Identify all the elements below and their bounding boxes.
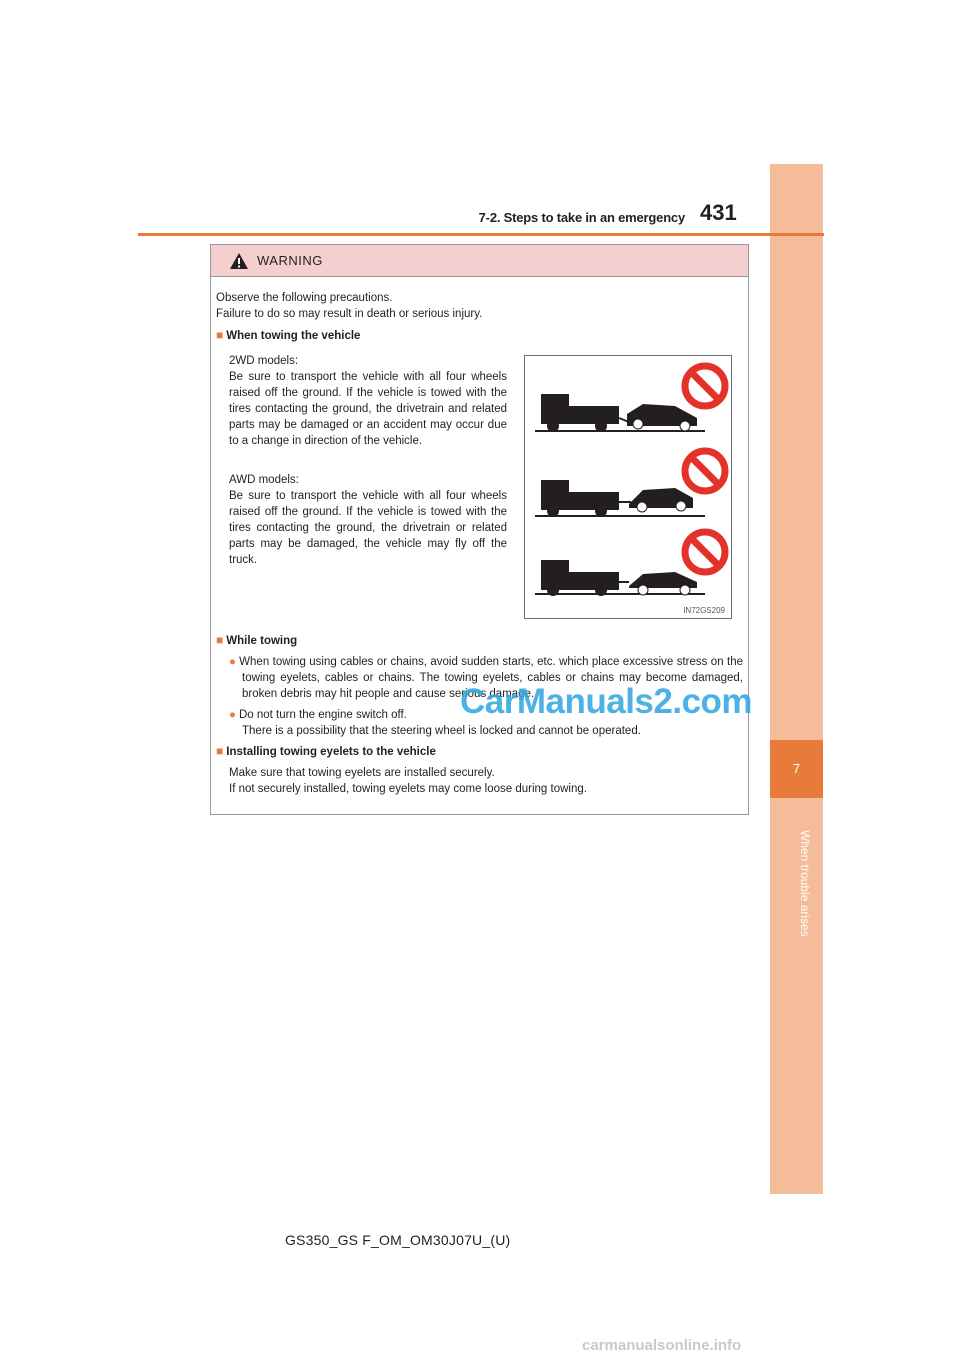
- side-chapter-tab: [770, 164, 823, 1194]
- eyelets-line-2: If not securely installed, towing eyelets may come loose during towing.: [229, 783, 587, 795]
- square-bullet-icon: ■: [216, 633, 224, 647]
- para-2wd: 2WD models: Be sure to transport the vehicle with all four wheels raised off the ground. If the vehicle is towed with the tires contacting the ground, the drivetrain and related parts may be damaged or an accident may occur due to a change in direction of the vehicle.: [229, 355, 507, 447]
- chapter-number: 7: [792, 761, 801, 776]
- section-heading-eyelets: [216, 743, 436, 760]
- section-heading-while-towing: [216, 632, 297, 649]
- header-divider: [138, 233, 824, 236]
- bullet-engine-switch-detail: There is a possibility that the steering wheel is locked and cannot be operated.: [242, 725, 641, 737]
- towing-illustration: [524, 355, 732, 619]
- heading-text: Installing towing eyelets to the vehicle: [226, 746, 436, 758]
- tow-row-2: [535, 451, 725, 517]
- para-awd: AWD models: Be sure to transport the vehicle with all four wheels raised off the ground. If the vehicle is towed with the tires contacting the ground, the drivetrain or related parts may be damaged, the vehicle may fly off the truck.: [229, 474, 507, 566]
- figure-code: IN72GS209: [683, 606, 725, 615]
- manual-code: GS350_GS F_OM_OM30J07U_(U): [285, 1232, 511, 1248]
- footer-watermark: carmanualsonline.info: [582, 1337, 742, 1354]
- tow-row-1: [535, 366, 725, 432]
- eyelets-line-1: Make sure that towing eyelets are installed securely.: [229, 767, 495, 779]
- chapter-title: When trouble arises: [798, 830, 812, 937]
- warning-header: [211, 245, 748, 277]
- section-title: 7-2. Steps to take in an emergency: [478, 210, 685, 225]
- square-bullet-icon: ■: [216, 328, 224, 342]
- heading-text: When towing the vehicle: [226, 330, 361, 342]
- bullet-text: When towing using cables or chains, avoid sudden starts, etc. which place excessive stress on the towing eyelets, cables or chains. The towing eyelets, cables or chains may become damaged, broken debris may hit people and cause serious damage.: [239, 656, 743, 700]
- bullet-text: Do not turn the engine switch off.: [238, 709, 407, 721]
- tow-truck-prohibited-diagram: [525, 356, 731, 618]
- circle-bullet-icon: ●: [229, 709, 236, 721]
- watermark-text: CarManuals2.com: [460, 682, 753, 721]
- page-number: 431: [700, 200, 737, 225]
- warning-title: WARNING: [257, 253, 323, 268]
- warning-intro-2: Failure to do so may result in death or serious injury.: [216, 308, 483, 320]
- bullet-engine-switch: [229, 707, 407, 723]
- square-bullet-icon: ■: [216, 744, 224, 758]
- section-heading-towing: [216, 327, 360, 344]
- heading-text: While towing: [226, 635, 298, 647]
- chapter-number-tab: [770, 740, 823, 798]
- tow-row-3: [535, 532, 725, 596]
- circle-bullet-icon: ●: [229, 656, 237, 668]
- warning-triangle-icon: [229, 252, 249, 270]
- warning-intro-1: Observe the following precautions.: [216, 292, 393, 304]
